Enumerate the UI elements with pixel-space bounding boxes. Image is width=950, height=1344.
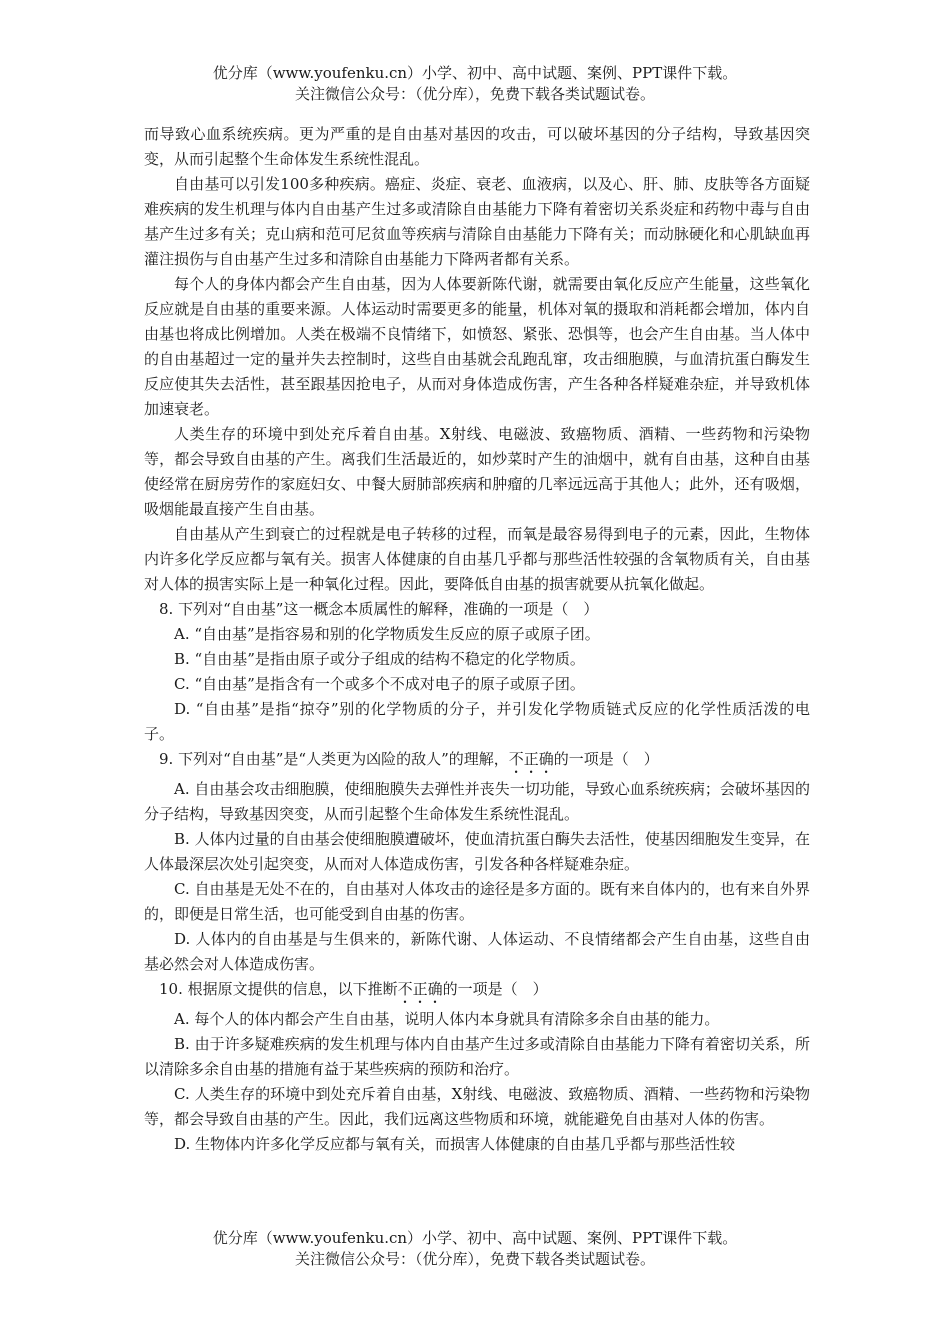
footer-line-2: 关注微信公众号：（优分库），免费下载各类试题试卷。	[294, 1250, 655, 1268]
passage-paragraph-2: 自由基可以引发100多种疾病。癌症、炎症、衰老、血液病，以及心、肝、肺、皮肤等各方面疑难疾病的发生机理与体内自由基产生过多或清除自由基能力下降有着密切关系炎症和药物中毒与自由基产生过多有关；克山病和范可尼贫血等疾病与清除自由基能力下降有关；而动脉硬化和心肌缺血再灌注损伤与自由基产生过多和清除自由基能力下降两者都有关系。	[144, 175, 810, 268]
question-10-stem	[144, 977, 810, 1007]
passage-paragraph-5: 自由基从产生到衰亡的过程就是电子转移的过程，而氧是最容易得到电子的元素，因此，生物体内许多化学反应都与氧有关。损害人体健康的自由基几乎都与那些活性较强的含氧物质有关，自由基对人体的损害实际上是一种氧化过程。因此，要降低自由基的损害就要从抗氧化做起。	[144, 525, 810, 593]
question-9-emphasis: 不正确	[508, 750, 554, 768]
header-line-1: 优分库（www.youfenku.cn）小学、初中、高中试题、案例、PPT课件下载。	[212, 64, 738, 82]
question-10-option-c: C. 人类生存的环境中到处充斥着自由基，X射线、电磁波、致癌物质、酒精、一些药物和污染物等，都会导致自由基的产生。因此，我们远离这些物质和环境，就能避免自由基对人体的伤害。	[144, 1085, 810, 1128]
question-9-stem-pre: 9. 下列对“自由基”是“人类更为凶险的敌人”的理解，	[159, 750, 509, 768]
question-8-option-b: B. “自由基”是指由原子或分子组成的结构不稳定的化学物质。	[174, 650, 585, 668]
page-header	[0, 63, 950, 105]
question-10-option-a: A. 每个人的体内都会产生自由基，说明人体内本身就具有清除多余自由基的能力。	[174, 1010, 720, 1028]
question-10-option-d: D. 生物体内许多化学反应都与氧有关，而损害人体健康的自由基几乎都与那些活性较	[174, 1135, 736, 1153]
question-8-stem: 8. 下列对“自由基”这一概念本质属性的解释，准确的一项是（ ）	[159, 600, 599, 618]
question-9-option-c: C. 自由基是无处不在的，自由基对人体攻击的途径是多方面的。既有来自体内的，也有来自外界的，即便是日常生活，也可能受到自由基的伤害。	[144, 880, 810, 923]
question-9-stem	[144, 747, 810, 777]
passage-paragraph-4: 人类生存的环境中到处充斥着自由基。X射线、电磁波、致癌物质、酒精、一些药物和污染物等，都会导致自由基的产生。离我们生活最近的，如炒菜时产生的油烟中，就有自由基，这种自由基使经常在厨房劳作的家庭妇女、中餐大厨肺部疾病和肿瘤的几率远远高于其他人；此外，还有吸烟，吸烟能最直接产生自由基。	[144, 425, 810, 518]
question-8-option-c: C. “自由基”是指含有一个或多个不成对电子的原子或原子团。	[174, 675, 585, 693]
question-10-stem-post: 的一项是（ ）	[442, 980, 548, 998]
page-footer	[0, 1228, 950, 1270]
question-9-option-a: A. 自由基会攻击细胞膜，使细胞膜失去弹性并丧失一切功能，导致心血系统疾病；会破坏基因的分子结构，导致基因突变，从而引起整个生命体发生系统性混乱。	[144, 780, 810, 823]
question-9-option-b: B. 人体内过量的自由基会使细胞膜遭破坏，使血清抗蛋白酶失去活性，使基因细胞发生变异，在人体最深层次处引起突变，从而对人体造成伤害，引发各种各样疑难杂症。	[144, 830, 810, 873]
question-8-option-d: D. “自由基”是指“掠夺”别的化学物质的分子，并引发化学物质链式反应的化学性质活泼的电子。	[144, 700, 810, 743]
question-8-option-a: A. “自由基”是指容易和别的化学物质发生反应的原子或原子团。	[174, 625, 600, 643]
question-10-option-b: B. 由于许多疑难疾病的发生机理与体内自由基产生过多或清除自由基能力下降有着密切关系，所以清除多余自由基的措施有益于某些疾病的预防和治疗。	[144, 1035, 810, 1078]
question-9-stem-post: 的一项是（ ）	[553, 750, 659, 768]
passage-paragraph-3: 每个人的身体内都会产生自由基，因为人体要新陈代谢，就需要由氧化反应产生能量，这些氧化反应就是自由基的重要来源。人体运动时需要更多的能量，机体对氧的摄取和消耗都会增加，体内自由基也将成比例增加。人类在极端不良情绪下，如愤怒、紧张、恐惧等，也会产生自由基。当人体中的自由基超过一定的量并失去控制时，这些自由基就会乱跑乱窜，攻击细胞膜，与血清抗蛋白酶发生反应使其失去活性，甚至跟基因抢电子，从而对身体造成伤害，产生各种各样疑难杂症，并导致机体加速衰老。	[144, 275, 810, 418]
question-10-stem-pre: 10. 根据原文提供的信息，以下推断	[159, 980, 398, 998]
header-line-2: 关注微信公众号：（优分库），免费下载各类试题试卷。	[294, 85, 655, 103]
question-9-option-d: D. 人体内的自由基是与生俱来的，新陈代谢、人体运动、不良情绪都会产生自由基，这些自由基必然会对人体造成伤害。	[144, 930, 810, 973]
question-10-emphasis: 不正确	[397, 980, 443, 998]
page-body	[144, 122, 810, 1157]
passage-paragraph-1: 而导致心血系统疾病。更为严重的是自由基对基因的攻击，可以破坏基因的分子结构，导致基因突变，从而引起整个生命体发生系统性混乱。	[144, 125, 810, 168]
footer-line-1: 优分库（www.youfenku.cn）小学、初中、高中试题、案例、PPT课件下载。	[212, 1229, 738, 1247]
